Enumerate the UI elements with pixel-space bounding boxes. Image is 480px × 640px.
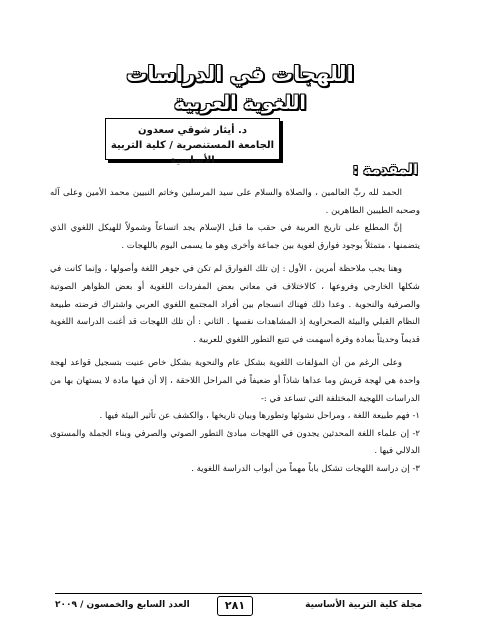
- author-box: [105, 118, 280, 166]
- list-item-3: [50, 461, 420, 479]
- paragraph-3: وهنا يجب ملاحظة أمرين ، الأول : إن تلك الفوارق لم تكن في جوهر اللغة وأصولها ، وإنما كانت في شكلها الخارجي وفروعها ، كالاختلاف في معاني بعض المفردات اللغوية أو بعض الظواهر الصوتية والصرفية والنحوية . وعدا ذلك فهناك انسجام بين أفراد المجتمع اللغوي العربي واشتراك فرضته طبيعة النظام القبلي والبيئة الصحراوية إذ المشاهدات نفسها . الثاني : أن تلك اللهجات قد أغنت الدراسة اللغوية قديماً وحديثاً بمادة وفرة أسهمت في تتبع التطور اللغوي للعربية .: [50, 264, 420, 345]
- article-title-line-2: اللغوية العربية: [174, 92, 306, 114]
- list-item-number: ٣-: [412, 463, 420, 474]
- list-item-text: إن علماء اللغة المحدثين يجدون في اللهجات مبادئ التطور الصوتي والصرفي وبناء الجملة والمستوى الدلالي فيها .: [50, 428, 420, 457]
- section-heading-introduction: المقدمة :: [352, 162, 418, 178]
- footer-issue: العدد السابع والخمسون / ٢٠٠٩: [55, 600, 190, 610]
- paragraph-2: إنَّ المطلع على تاريخ العربية في حقب ما قبل الإسلام يجد اتساعاً وشمولاً للهيكل اللغوي الذي يتضمنها ، متمثلاً بوجود فوارق لغوية بين جماعة وأخرى وهو ما يسمى اليوم باللهجات .: [50, 223, 420, 251]
- list-item-number: ٢-: [412, 428, 420, 439]
- article-title-line-1: اللهجات في الدراسات: [126, 62, 354, 86]
- list-item-2: [50, 426, 420, 461]
- page-number: ٢٨١: [217, 596, 253, 616]
- list-item-1: [50, 408, 420, 426]
- footer-divider: [55, 593, 422, 594]
- paragraph-1: الحمد لله ربِّ العالمين ، والصلاة والسلام على سيد المرسلين وخاتم النبيين محمد الأمين وعلى آله وصحبه الطيبين الطاهرين .: [50, 188, 420, 216]
- article-body: [50, 185, 420, 479]
- list-item-text: فهم طبيعة اللغة ، ومراحل نشوئها وتطورها وبيان تاريخها ، والكشف عن تأثير البيئة فيها .: [99, 411, 410, 422]
- list-item-number: ١-: [412, 411, 420, 422]
- footer-journal-name: مجلة كلية التربية الأساسية: [305, 600, 422, 610]
- author-affiliation: الجامعة المستنصرية / كلية التربية الأساسية: [110, 140, 275, 166]
- list-item-text: إن دراسة اللهجات تشكل باباً مهماً من أبواب الدراسة اللغوية .: [191, 463, 410, 474]
- paragraph-4: وعلى الرغم من أن المؤلفات اللغوية بشكل عام والنحوية بشكل خاص عنيت بتسجيل قواعد لهجة واحدة هي لهجة قريش وما عداها شاذاً أو ضعيفاً في المراحل اللاحقة ، إلا أن فيها مادة لا يستهان بها من الدراسات اللهجية المختلفة التي تساعد في :-: [50, 358, 420, 404]
- page-footer: [55, 600, 422, 618]
- author-name: د. أيثار شوقي سعدون: [138, 125, 247, 136]
